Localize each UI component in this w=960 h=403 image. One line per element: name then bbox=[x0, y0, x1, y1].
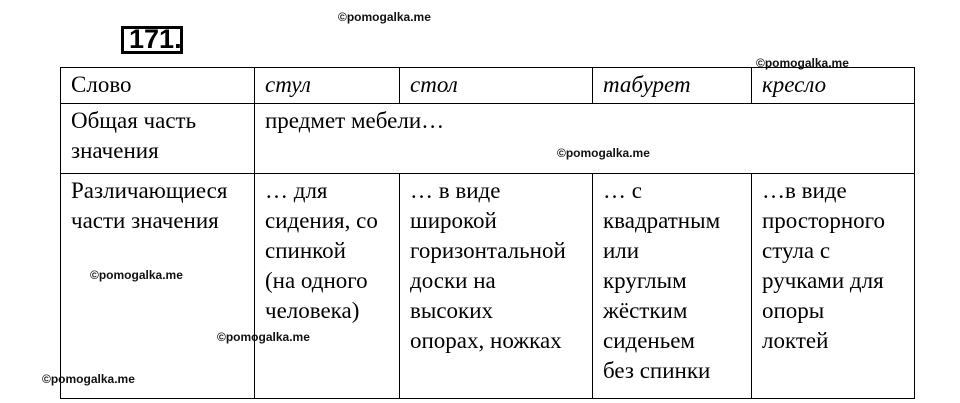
cell-line: локтей bbox=[762, 328, 829, 353]
label-line: Общая часть bbox=[71, 108, 197, 133]
cell-line: высоких bbox=[410, 298, 494, 323]
common-meaning-cell: предмет мебели… bbox=[255, 104, 915, 174]
cell-line: человека) bbox=[265, 298, 360, 323]
watermark: ©pomogalka.me bbox=[217, 330, 310, 344]
cell-line: (на одного bbox=[265, 268, 368, 293]
cell-line: без спинки bbox=[603, 358, 711, 383]
table-row-common bbox=[61, 104, 915, 174]
cell-line: сиденьем bbox=[603, 328, 695, 353]
cell-line: опоры bbox=[762, 298, 825, 323]
difference-cell-kreslo bbox=[752, 174, 915, 399]
table-row-word bbox=[61, 68, 915, 104]
exercise-number bbox=[129, 22, 182, 56]
difference-cell-stul bbox=[255, 174, 400, 399]
cell-line: ручками для bbox=[762, 268, 884, 293]
cell-line: просторного bbox=[762, 208, 886, 233]
row-label-word: Слово bbox=[61, 68, 255, 104]
cell-line: … с bbox=[603, 178, 642, 203]
cell-line: широкой bbox=[410, 208, 497, 233]
cell-line: квадратным bbox=[603, 208, 721, 233]
cell-line: … в виде bbox=[410, 178, 501, 203]
cell-line: или bbox=[603, 238, 640, 263]
label-line: значения bbox=[71, 138, 159, 163]
cell-line: доски на bbox=[410, 268, 496, 293]
cell-line: круглым bbox=[603, 268, 687, 293]
word-kreslo: кресло bbox=[752, 68, 915, 104]
row-label-common bbox=[61, 104, 255, 174]
cell-line: … для bbox=[265, 178, 328, 203]
cell-line: спинкой bbox=[265, 238, 346, 263]
word-stul: стул bbox=[255, 68, 400, 104]
cell-line: жёстким bbox=[603, 298, 688, 323]
label-line: Различающиеся bbox=[71, 178, 228, 203]
exercise-number-dot: . bbox=[174, 24, 182, 54]
table-row-differences bbox=[61, 174, 915, 399]
watermark: ©pomogalka.me bbox=[557, 146, 650, 160]
cell-line: …в виде bbox=[762, 178, 847, 203]
watermark: ©pomogalka.me bbox=[90, 268, 183, 282]
exercise-number-text: 171 bbox=[129, 24, 175, 54]
difference-cell-taburet bbox=[593, 174, 752, 399]
cell-line: горизонтальной bbox=[410, 238, 566, 263]
cell-line: сидения, со bbox=[265, 208, 378, 233]
watermark: ©pomogalka.me bbox=[338, 10, 431, 24]
label-line: части значения bbox=[71, 208, 219, 233]
word-meaning-table bbox=[60, 67, 915, 399]
cell-line: стула с bbox=[762, 238, 831, 263]
word-taburet: табурет bbox=[593, 68, 752, 104]
watermark: ©pomogalka.me bbox=[42, 372, 135, 386]
cell-line: опорах, ножках bbox=[410, 328, 562, 353]
watermark: ©pomogalka.me bbox=[756, 56, 849, 70]
word-stol: стол bbox=[400, 68, 593, 104]
difference-cell-stol bbox=[400, 174, 593, 399]
row-label-differences bbox=[61, 174, 255, 399]
